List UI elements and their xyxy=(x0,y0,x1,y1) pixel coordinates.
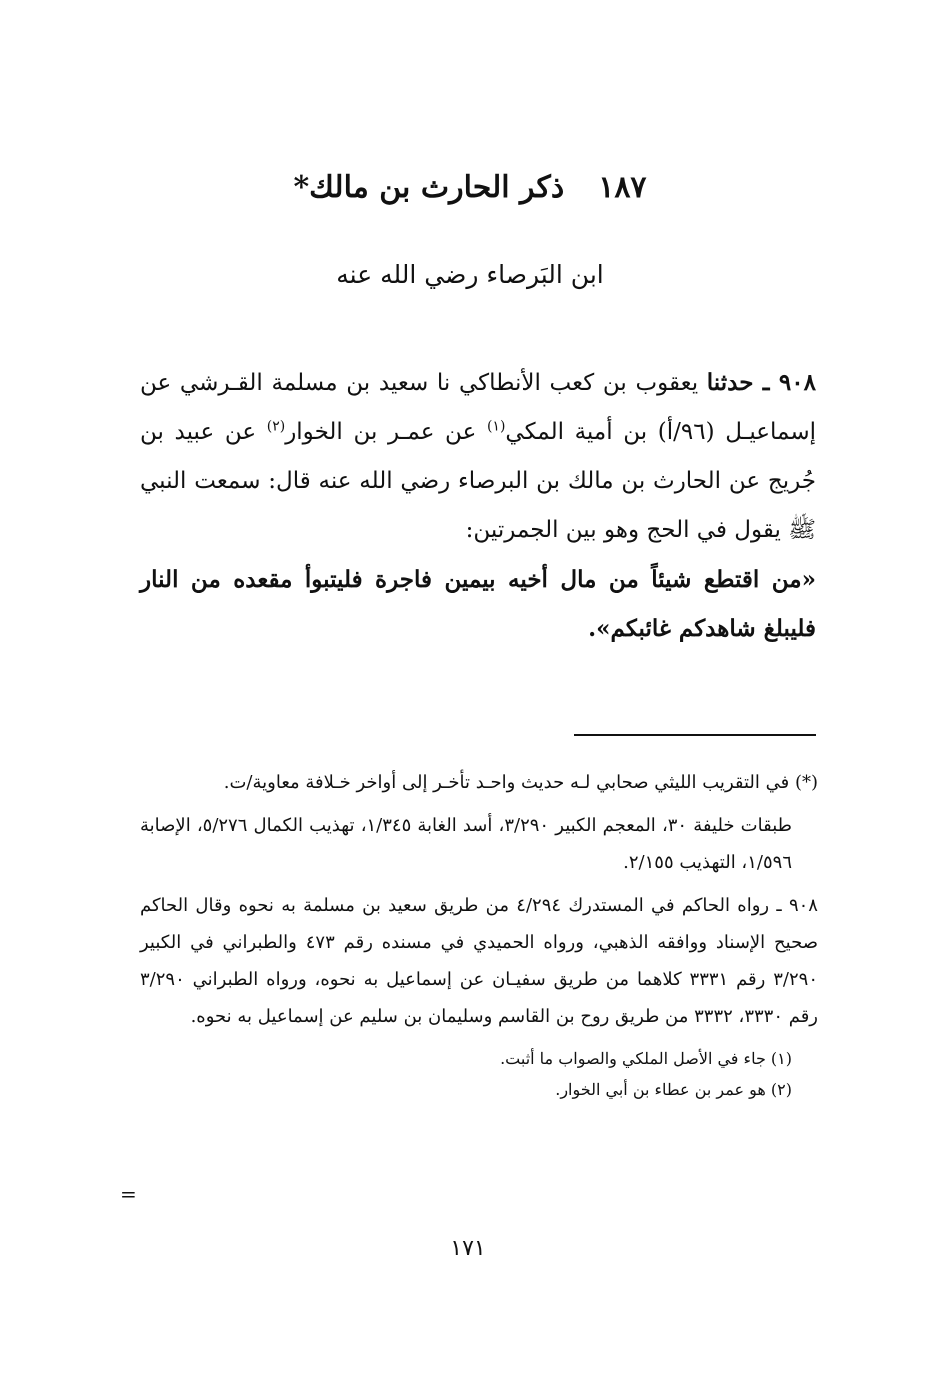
hadith-isnad-part-1: يعقوب بن كعب الأنطاكي نا سعيد بن مسلمة القـرشي عن إسماعيـل (٩٦/أ) بن أمية المكي xyxy=(140,370,816,445)
footnotes xyxy=(140,764,818,1105)
page-number: ١٧١ xyxy=(450,1236,486,1261)
chapter-subtitle: ابن البَرصاء رضي الله عنه xyxy=(336,260,604,289)
hadith-isnad-part-2: عن عمـر بن الخوار xyxy=(285,419,487,445)
footnote-ref-2: (٢) xyxy=(266,418,286,435)
footnote-separator xyxy=(574,734,816,736)
hadith-entry xyxy=(140,358,816,653)
hadith-isnad-part-3: عن عبيد بن جُريج عن الحارث بن مالك بن البرصاء رضي الله عنه قال: سمعت النبي ﷺ يقول في الحج وهو بين الجمرتين: xyxy=(140,419,816,543)
footnote-note-1: (١) جاء في الأصل الملكي والصواب ما أثبت. xyxy=(500,1049,792,1068)
hadith-quote: «من اقتطع شيئاً من مال أخيه بيمين فاجرة فليتبوأ مقعده من النار فليبلغ شاهدكم غائبكم». xyxy=(140,566,816,642)
footnote-notes xyxy=(140,1043,818,1105)
footnote-takhrij: ٩٠٨ ـ رواه الحاكم في المستدرك ٤/٢٩٤ من طريق سعيد بن مسلمة به نحوه وقال الحاكم صحيح الإسناد ووافقه الذهبي، ورواه الحميدي في مسنده رقم ٤٧٣ والطبراني في الكبير ٣/٢٩٠ رقم ٣٣٣١ كلاهما من طريق سفيـان عن إسماعيل به نحوه، ورواه الطبراني ٣/٢٩٠ رقم ٣٣٣٠، ٣٣٣٢ من طريق روح بن القاسم وسليمان بن سليم عن إسماعيل به نحوه. xyxy=(140,895,818,1027)
chapter-title: ذكر الحارث بن مالك* xyxy=(293,170,565,205)
hadith-number-lead: ٩٠٨ ـ حدثنا xyxy=(706,369,816,396)
footnote-note-2: (٢) هو عمر بن عطاء بن أبي الخوار. xyxy=(555,1080,792,1099)
footnote-sources: طبقات خليفة ٣٠، المعجم الكبير ٣/٢٩٠، أسد الغابة ١/٣٤٥، تهذيب الكمال ٥/٢٧٦، الإصابة ١/٥٩٦، التهذيب ٢/١٥٥. xyxy=(140,815,792,873)
continuation-mark: = xyxy=(120,1182,137,1206)
chapter-heading xyxy=(120,160,820,216)
footnote-ref-1: (١) xyxy=(486,418,506,435)
footnote-star: (*) في التقريب الليثي صحابي لـه حديث واحـد تأخـر إلى أواخر خـلافة معاوية/ت. xyxy=(223,772,818,793)
chapter-number: ١٨٧ xyxy=(598,170,647,205)
